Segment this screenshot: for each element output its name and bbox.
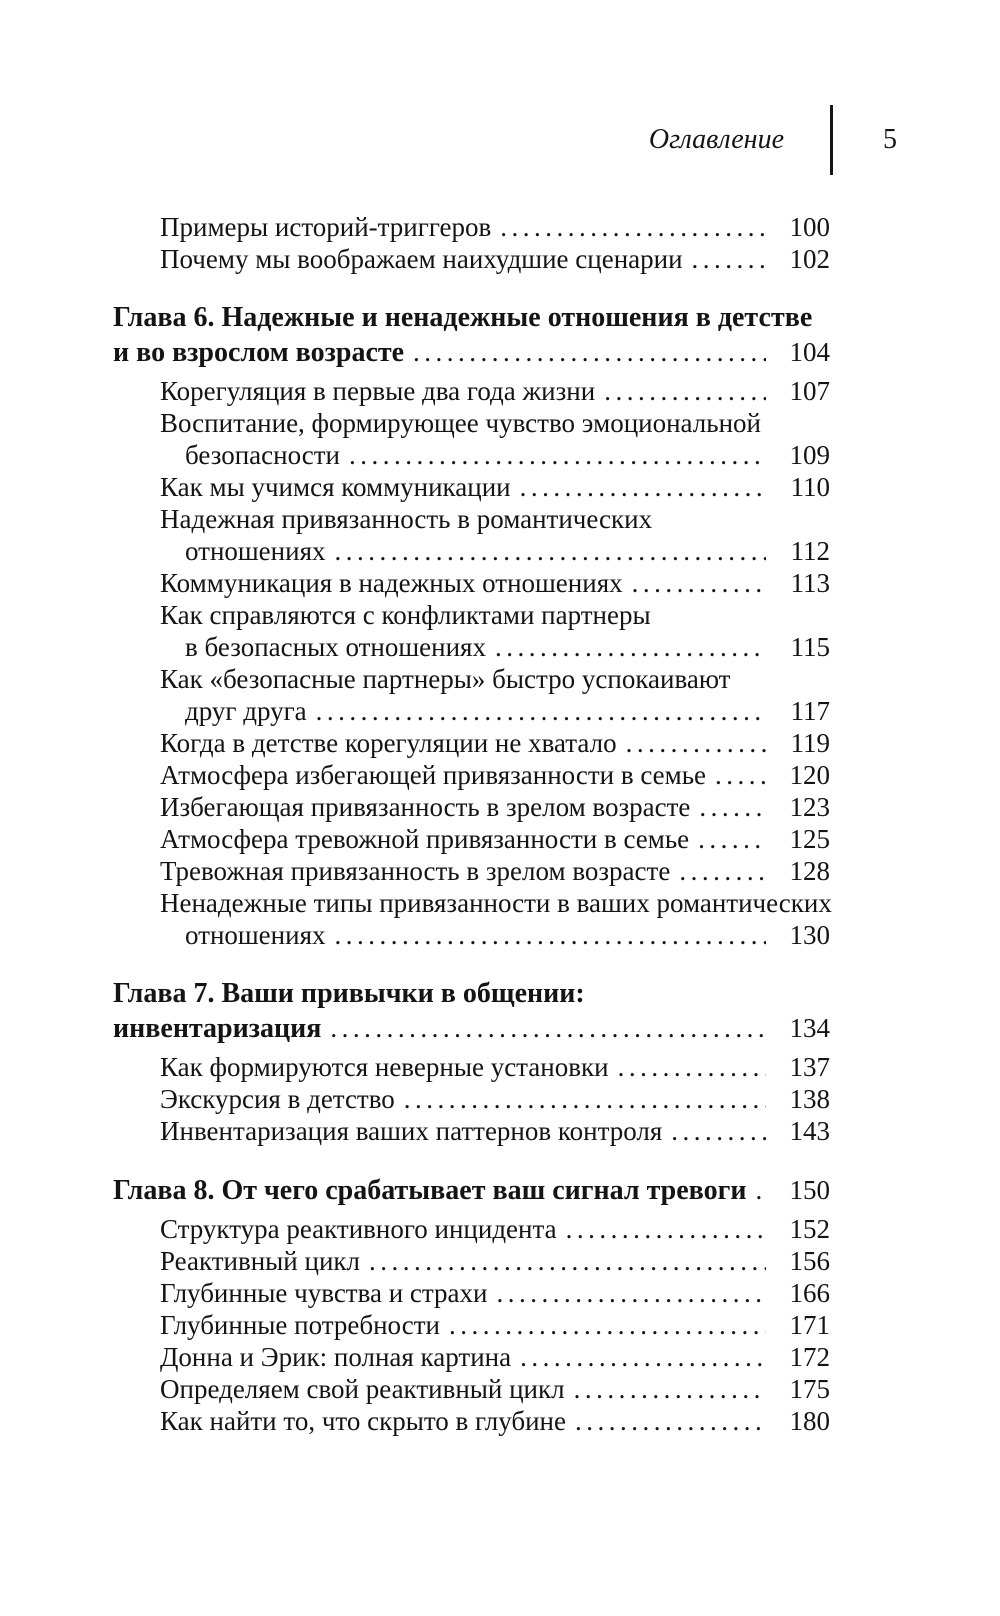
dot-leader [574,1373,766,1405]
toc-entry-line [113,1277,830,1309]
dot-leader [698,823,766,855]
toc-entry-title: Глубинные потребности [160,1310,440,1340]
toc-entry-title: Как формируются неверные установки [160,1052,609,1082]
toc-chapter-title: инвентаризация [113,1013,322,1044]
toc-entry-line [113,1309,830,1341]
toc-entry-title: Атмосфера избегающей привязанности в семье [160,760,707,790]
toc-entry-line [113,1341,830,1373]
toc-chapter-heading-line [113,1011,830,1046]
chapter-entries [113,1051,830,1147]
chapter-entries [113,375,830,951]
toc-chapter-title: Глава 7. Ваши привычки в общении: [113,978,585,1009]
toc-entry-title: Донна и Эрик: полная картина [160,1342,512,1372]
toc-page-number: 172 [789,1342,830,1372]
toc-page-number: 128 [789,856,830,886]
toc-entry-line [113,567,830,599]
toc-page-number: 110 [790,472,830,502]
toc-entry-line [113,439,830,471]
toc-entry-title: друг друга [185,696,307,726]
dot-leader [626,727,766,759]
dot-leader [500,211,766,243]
dot-leader [692,243,766,275]
toc-chapter-title: и во взрослом возрасте [113,337,405,368]
dot-leader [413,335,766,369]
toc-entry-line [113,1245,830,1277]
page-header [0,105,1000,175]
toc-entry-title: Структура реактивного инцидента [160,1214,557,1244]
toc-page-number: 119 [790,728,830,758]
chapter-heading [113,977,830,1046]
toc-entry-line [113,535,830,567]
dot-leader [330,1011,766,1045]
toc-page-number: 112 [790,536,830,566]
toc-page-number: 117 [790,696,830,726]
toc-entry-title: Надежная привязанность в романтических [160,504,653,534]
table-of-contents [113,211,830,1437]
dot-leader [604,375,766,407]
toc-entry-line [113,1213,830,1245]
toc-page-number: 113 [790,568,830,598]
toc-entry-line [113,855,830,887]
toc-entry-line [113,243,830,275]
toc-entry-title: отношениях [185,920,326,950]
toc-entry-line [113,1373,830,1405]
toc-entry-line [113,727,830,759]
dot-leader [520,1341,766,1373]
dot-leader [495,631,766,663]
toc-entry-title: Как найти то, что скрыто в глубине [160,1406,566,1436]
toc-entry-title: Коммуникация в надежных отношениях [160,568,623,598]
toc-entry-title: Инвентаризация ваших паттернов контроля [160,1116,663,1146]
toc-page-number: 102 [789,244,830,274]
dot-leader [699,791,766,823]
toc-entry-title: безопасности [185,440,340,470]
toc-entry-title: Как мы учимся коммуникации [160,472,511,502]
toc-entry-line [113,1083,830,1115]
toc-page-number: 152 [789,1214,830,1244]
toc-entry-title: Атмосфера тревожной привязанности в семье [160,824,690,854]
toc-section [113,1173,830,1437]
toc-entry-line [113,503,830,535]
page-number: 5 [883,124,897,155]
toc-chapter-heading-line [113,301,830,335]
toc-chapter-heading-line [113,1173,830,1208]
toc-entry-line [113,471,830,503]
toc-page-number: 143 [789,1116,830,1146]
toc-entry-title: Примеры историй-триггеров [160,212,492,242]
toc-entry-title: Воспитание, формирующее чувство эмоциональной [160,408,761,438]
dot-leader [449,1309,766,1341]
toc-entry-title: Тревожная привязанность в зрелом возрасте [160,856,671,886]
chapter-heading [113,1173,830,1208]
dot-leader [520,471,766,503]
toc-entry-line [113,823,830,855]
toc-page-number: 137 [789,1052,830,1082]
toc-page-number: 171 [789,1310,830,1340]
dot-leader [496,1277,766,1309]
toc-entry-title: отношениях [185,536,326,566]
dot-leader [404,1083,766,1115]
dot-leader [349,439,766,471]
toc-page-number: 109 [789,440,830,470]
dot-leader [334,535,766,567]
toc-chapter-heading-line [113,335,830,370]
toc-entry-line [113,1405,830,1437]
toc-entry-title: Как справляются с конфликтами партнеры [160,600,651,630]
toc-entry-line [113,695,830,727]
toc-entry-title: Когда в детстве корегуляции не хватало [160,728,617,758]
toc-section [113,977,830,1147]
toc-entry-line [113,919,830,951]
toc-entry-line [113,211,830,243]
toc-page-number: 115 [790,632,830,662]
dot-leader [575,1405,766,1437]
dot-leader [715,759,766,791]
toc-entry-line [113,631,830,663]
dot-leader [369,1245,766,1277]
toc-entry-title: Глубинные чувства и страхи [160,1278,488,1308]
toc-section [113,211,830,275]
toc-section [113,301,830,951]
toc-entry-line [113,791,830,823]
toc-entry-title: Определяем свой реактивный цикл [160,1374,565,1404]
toc-page-number: 125 [789,824,830,854]
toc-page-number: 104 [789,337,830,367]
toc-page-number: 130 [789,920,830,950]
toc-entry-title: Корегуляция в первые два года жизни [160,376,596,406]
toc-page-number: 100 [789,212,830,242]
toc-entry-title: Почему мы воображаем наихудшие сценарии [160,244,683,274]
dot-leader [632,567,766,599]
toc-entry-line [113,1051,830,1083]
toc-entry-line [113,375,830,407]
toc-entry-title: Ненадежные типы привязанности в ваших романтических [160,888,832,918]
toc-entry-line [113,663,830,695]
toc-entry-line [113,599,830,631]
toc-page-number: 138 [789,1084,830,1114]
toc-entry-title: Как «безопасные партнеры» быстро успокаивают [160,664,731,694]
toc-page-number: 166 [789,1278,830,1308]
toc-page-number: 180 [789,1406,830,1436]
chapter-entries [113,1213,830,1437]
toc-entry-line [113,407,830,439]
toc-chapter-heading-line [113,977,830,1011]
toc-chapter-title: Глава 8. От чего срабатывает ваш сигнал тревоги [113,1175,747,1206]
toc-page-number: 134 [789,1013,830,1043]
dot-leader [334,919,766,951]
toc-page-number: 156 [789,1246,830,1276]
dot-leader [755,1173,766,1207]
toc-chapter-title: Глава 6. Надежные и ненадежные отношения в детстве [113,302,813,333]
dot-leader [566,1213,766,1245]
toc-entry-title: в безопасных отношениях [185,632,486,662]
toc-page-number: 120 [789,760,830,790]
toc-entry-title: Избегающая привязанность в зрелом возрасте [160,792,691,822]
toc-entry-title: Реактивный цикл [160,1246,360,1276]
dot-leader [671,1115,766,1147]
chapter-heading [113,301,830,370]
toc-page-number: 123 [789,792,830,822]
toc-entry-title: Экскурсия в детство [160,1084,395,1114]
chapter-entries [113,211,830,275]
dot-leader [316,695,766,727]
dot-leader [679,855,766,887]
running-head-title: Оглавление [648,124,784,155]
toc-page-number: 150 [789,1175,830,1205]
toc-page-number: 175 [789,1374,830,1404]
toc-entry-line [113,759,830,791]
toc-page-number: 107 [789,376,830,406]
dot-leader [618,1051,766,1083]
toc-entry-line [113,1115,830,1147]
toc-entry-line [113,887,830,919]
